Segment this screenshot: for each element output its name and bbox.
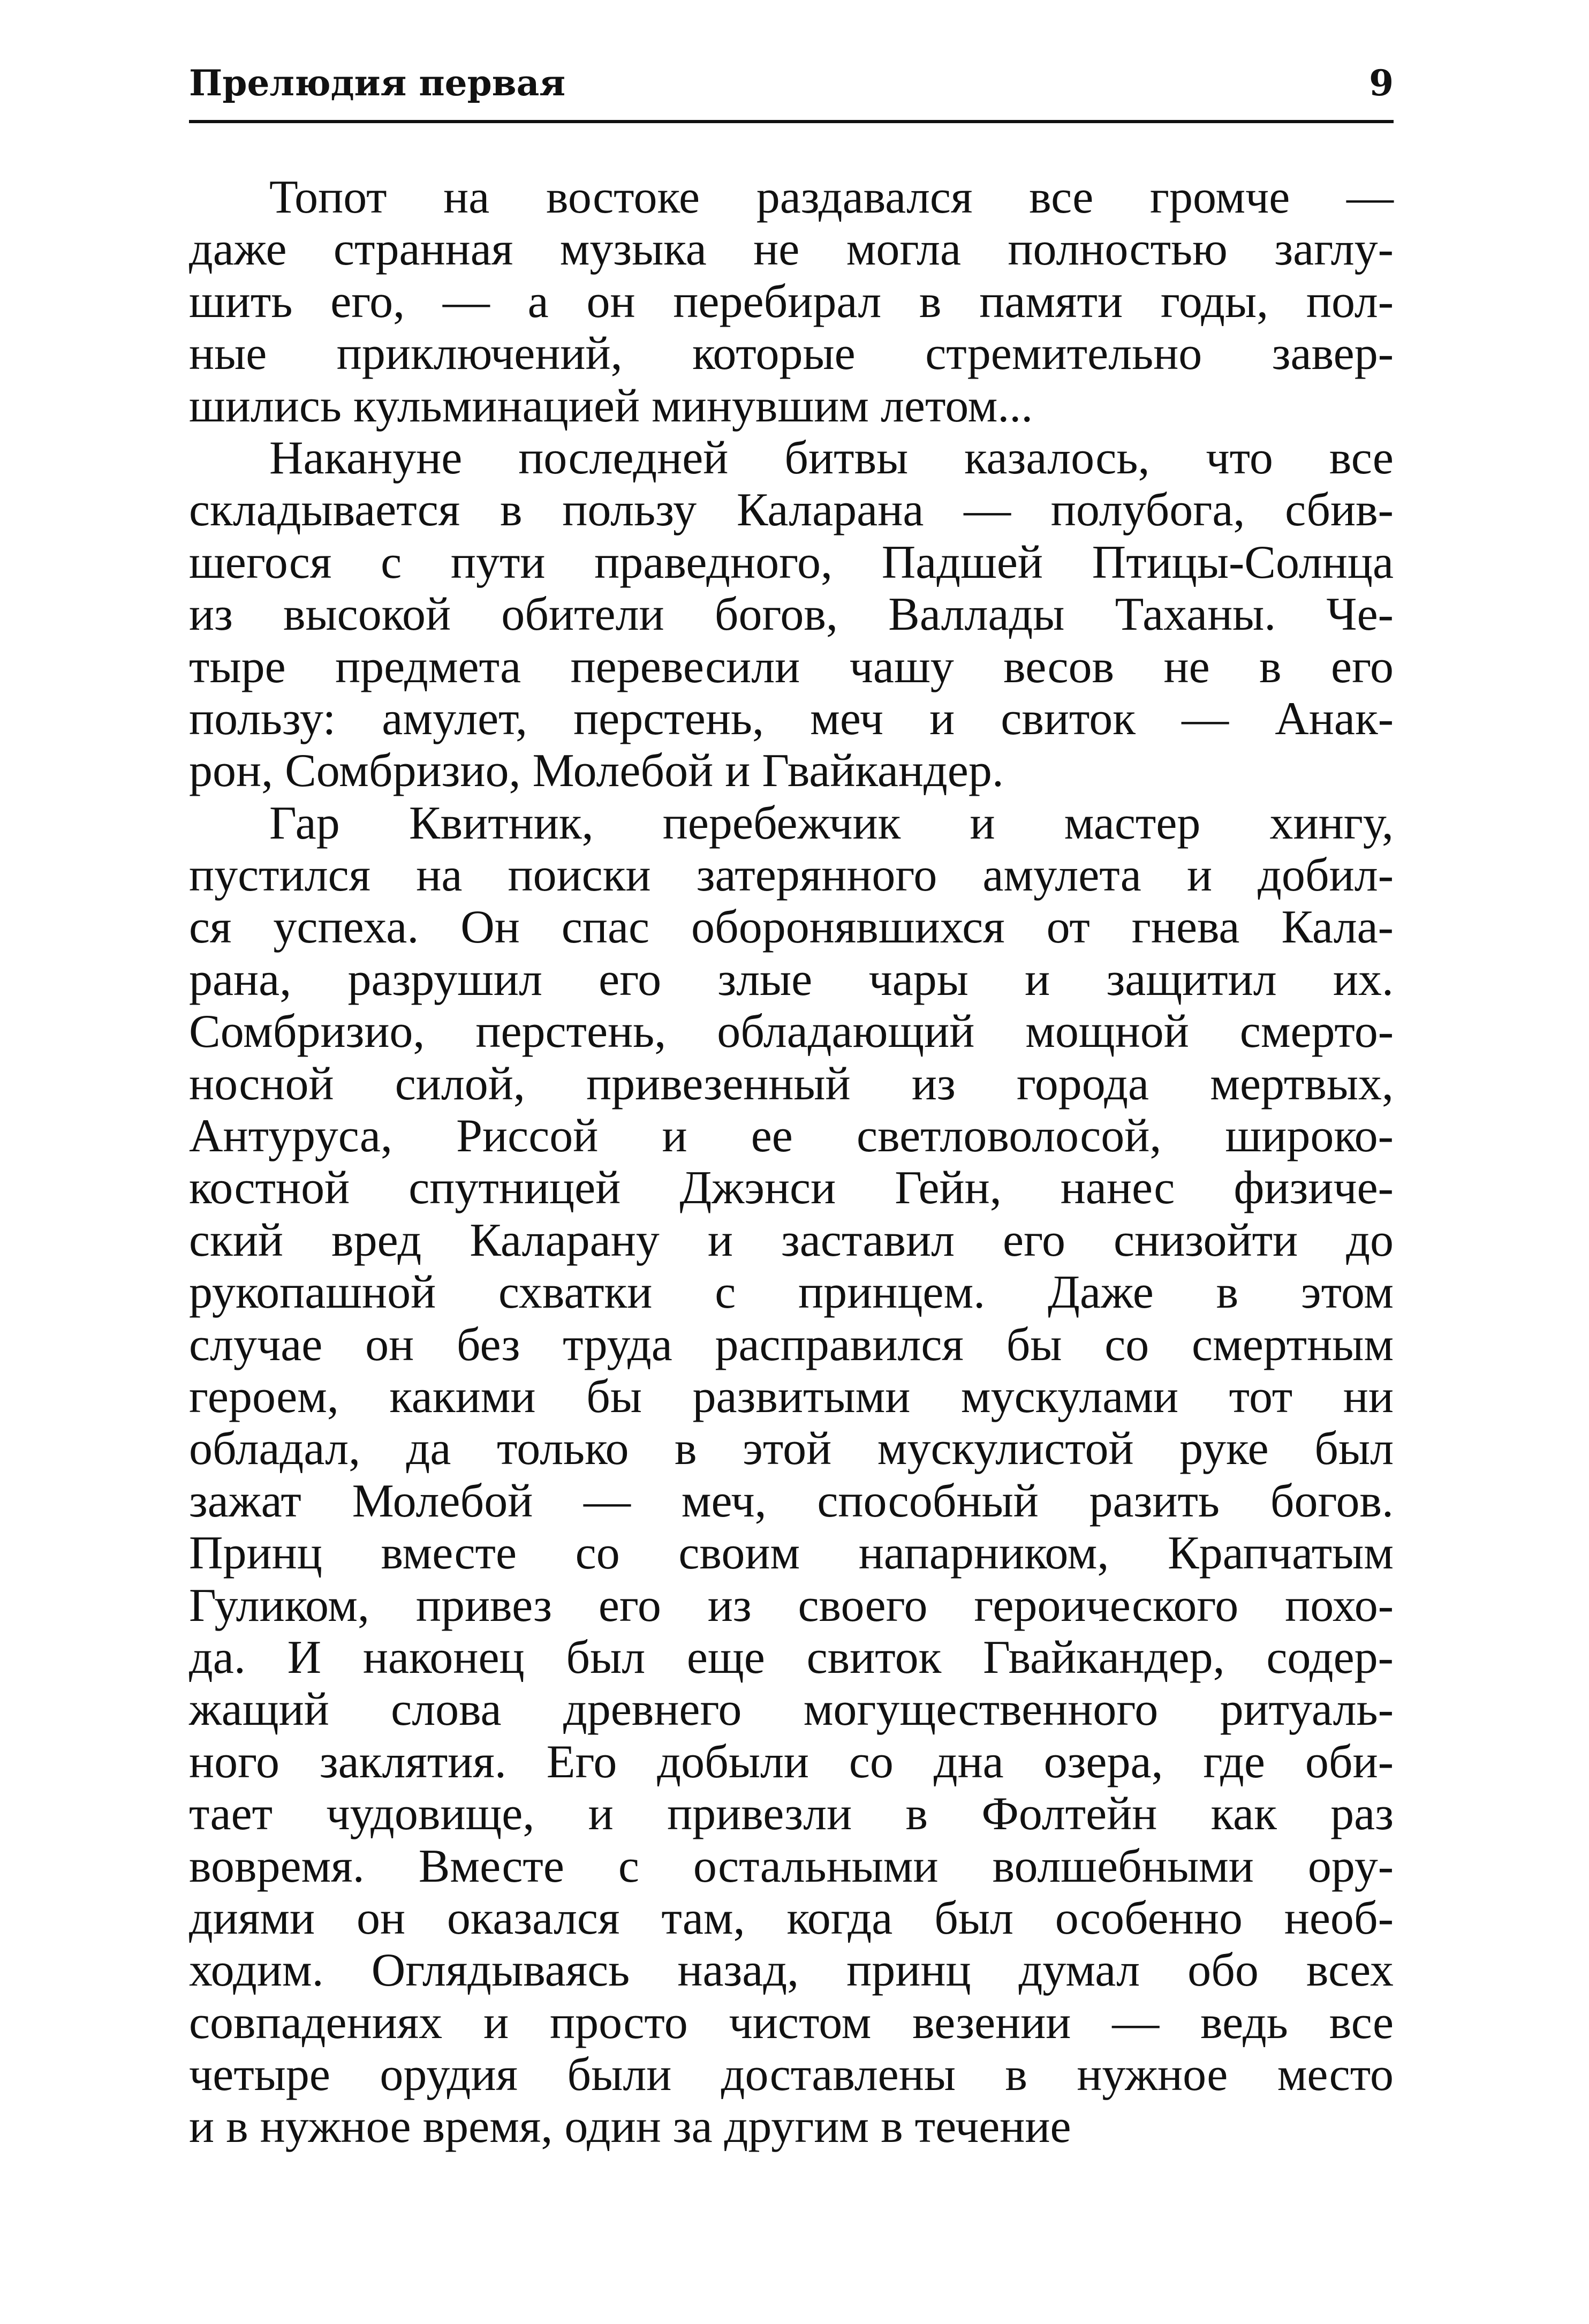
- text-line: Антуруса, Риссой и ее светловолосой, широко-: [189, 1110, 1394, 1163]
- text-line: ходим. Оглядываясь назад, принц думал обо всех: [189, 1944, 1394, 1997]
- text-line: ные приключений, которые стремительно завер-: [189, 328, 1394, 380]
- page-number: 9: [1369, 62, 1394, 104]
- text-line: даже странная музыка не могла полностью заглу-: [189, 223, 1394, 276]
- text-line: ся успеха. Он спас оборонявшихся от гнева Кала-: [189, 901, 1394, 954]
- paragraph: [189, 797, 1394, 2153]
- text-line: костной спутницей Джэнси Гейн, нанес физиче-: [189, 1162, 1394, 1214]
- running-head-title: Прелюдия первая: [189, 62, 566, 104]
- text-line: пользу: амулет, перстень, меч и свиток — Анак-: [189, 692, 1394, 745]
- text-line: и в нужное время, один за другим в течение: [189, 2101, 1071, 2153]
- text-line: носной силой, привезенный из города мертвых,: [189, 1058, 1394, 1110]
- body-text: [189, 171, 1394, 2153]
- running-head: [189, 54, 1394, 112]
- text-line: рукопашной схватки с принцем. Даже в этом: [189, 1266, 1394, 1319]
- text-line: зажат Молебой — меч, способный разить богов.: [189, 1475, 1394, 1527]
- text-line: пустился на поиски затерянного амулета и добил-: [189, 849, 1394, 902]
- text-line: случае он без труда расправился бы со смертным: [189, 1318, 1394, 1371]
- text-line: Топот на востоке раздавался все громче —: [269, 171, 1394, 223]
- text-line: диями он оказался там, когда был особенно необ-: [189, 1892, 1394, 1944]
- text-line: ного заклятия. Его добыли со дна озера, где оби-: [189, 1736, 1394, 1788]
- text-line: Гар Квитник, перебежчик и мастер хингу,: [269, 797, 1394, 849]
- text-line: жащий слова древнего могущественного ритуаль-: [189, 1684, 1394, 1736]
- text-line: шить его, — а он перебирал в памяти годы, пол-: [189, 275, 1394, 328]
- text-line: рон, Сомбризио, Молебой и Гвайкандер.: [189, 745, 1004, 797]
- text-line: вовремя. Вместе с остальными волшебными ору-: [189, 1840, 1394, 1892]
- text-line: Гуликом, привез его из своего героического похо-: [189, 1579, 1394, 1632]
- paragraph: [189, 432, 1394, 797]
- text-line: тает чудовище, и привезли в Фолтейн как раз: [189, 1788, 1394, 1840]
- text-line: героем, какими бы развитыми мускулами тот ни: [189, 1370, 1394, 1423]
- text-line: четыре орудия были доставлены в нужное место: [189, 2049, 1394, 2101]
- text-line: ский вред Каларану и заставил его снизойти до: [189, 1214, 1394, 1266]
- text-line: тыре предмета перевесили чашу весов не в его: [189, 640, 1394, 693]
- text-line: из высокой обители богов, Валлады Таханы. Че-: [189, 588, 1394, 641]
- book-page: [189, 54, 1394, 2303]
- text-line: обладал, да только в этой мускулистой руке был: [189, 1423, 1394, 1475]
- text-line: совпадениях и просто чистом везении — ведь все: [189, 1996, 1394, 2049]
- text-line: Сомбризио, перстень, обладающий мощной смерто-: [189, 1006, 1394, 1058]
- text-line: Принц вместе со своим напарником, Крапчатым: [189, 1527, 1394, 1580]
- text-line: шегося с пути праведного, Падшей Птицы-Солнца: [189, 536, 1394, 588]
- paragraph: [189, 171, 1394, 432]
- text-line: шились кульминацией минувшим летом...: [189, 380, 1033, 432]
- text-line: да. И наконец был еще свиток Гвайкандер, содер-: [189, 1631, 1394, 1684]
- header-rule: [189, 120, 1394, 123]
- text-line: складывается в пользу Каларана — полубога, сбив-: [189, 484, 1394, 537]
- text-line: Накануне последней битвы казалось, что все: [269, 432, 1394, 484]
- text-line: рана, разрушил его злые чары и защитил их.: [189, 953, 1394, 1006]
